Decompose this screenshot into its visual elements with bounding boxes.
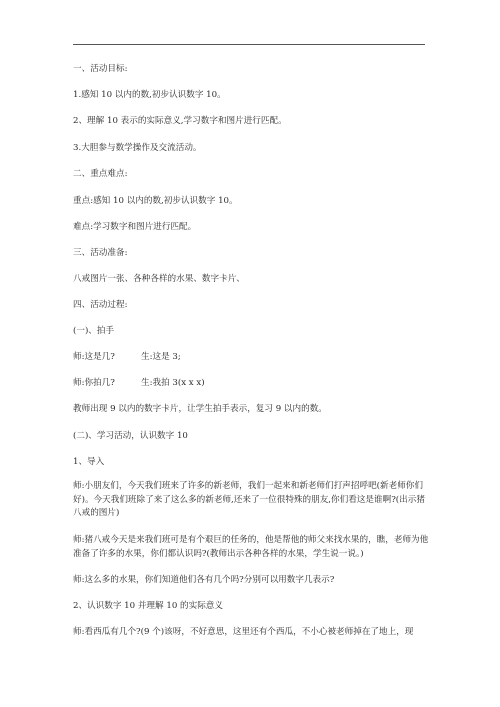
part-1-note: 教师出现 9 以内的数字卡片，让学生拍手表示，复习 9 以内的数。 xyxy=(73,404,327,414)
part-1-title: (一)、拍手 xyxy=(73,326,115,336)
student-line-2: 生:我拍 3(x x x) xyxy=(141,378,205,388)
goal-item-1: 1.感知 10 以内的数,初步认识数字 10。 xyxy=(73,90,226,100)
teacher-line-1: 师:这是几? xyxy=(73,352,115,362)
teacher-line-2: 师:你拍几? xyxy=(73,378,115,388)
key-point: 重点:感知 10 以内的数,初步认识数字 10。 xyxy=(73,196,238,206)
section-2-title: 二、重点难点: xyxy=(73,169,128,179)
section-4-title: 四、活动过程: xyxy=(73,300,128,310)
materials: 八戒图片一张、各种各样的水果、数字卡片、 xyxy=(73,274,245,284)
header-rule xyxy=(73,44,425,45)
part-2-title: (二)、学习活动，认识数字 10 xyxy=(73,431,188,441)
goal-item-2: 2、理解 10 表示的实际意义,学习数字和图片进行匹配。 xyxy=(73,116,287,126)
part-2-sub-1: 1、导入 xyxy=(73,457,105,467)
difficult-point: 难点:学习数字和图片进行匹配。 xyxy=(73,222,197,232)
dialogue-row-1 xyxy=(73,351,181,363)
part-2-sub-2: 2、认识数字 10 并理解 10 的实际意义 xyxy=(73,601,223,611)
paragraph-watermelon: 师:看西瓜有几个?(9 个)该呀，不好意思，这里还有个西瓜，不小心被老师掉在了地上，现 xyxy=(73,627,414,637)
section-3-title: 三、活动准备: xyxy=(73,248,128,258)
section-1-title: 一、活动目标: xyxy=(73,64,128,74)
paragraph-intro: 师:小朋友们，今天我们班来了许多的新老师，我们一起来和新老师们打声招呼吧(新老师你们好)。今天我们班除了来了这么多的新老师,还来了一位很特殊的朋友,你们看这是谁啊?(出示猪八戒的图片) xyxy=(73,481,425,518)
dialogue-row-2 xyxy=(73,377,205,389)
goal-item-3: 3.大胆参与数学操作及交流活动。 xyxy=(73,143,202,153)
paragraph-task: 师:猪八戒今天是来我们班可是有个艰巨的任务的，他是帮他的师父来找水果的，瞧，老师为他准备了许多的水果，你们都认识吗?(教师出示各种各样的水果，学生说一说。) xyxy=(73,535,429,559)
student-line-1: 生:这是 3; xyxy=(141,352,181,362)
paragraph-question: 师:这么多的水果，你们知道他们各有几个吗?分别可以用数字几表示? xyxy=(73,575,335,585)
